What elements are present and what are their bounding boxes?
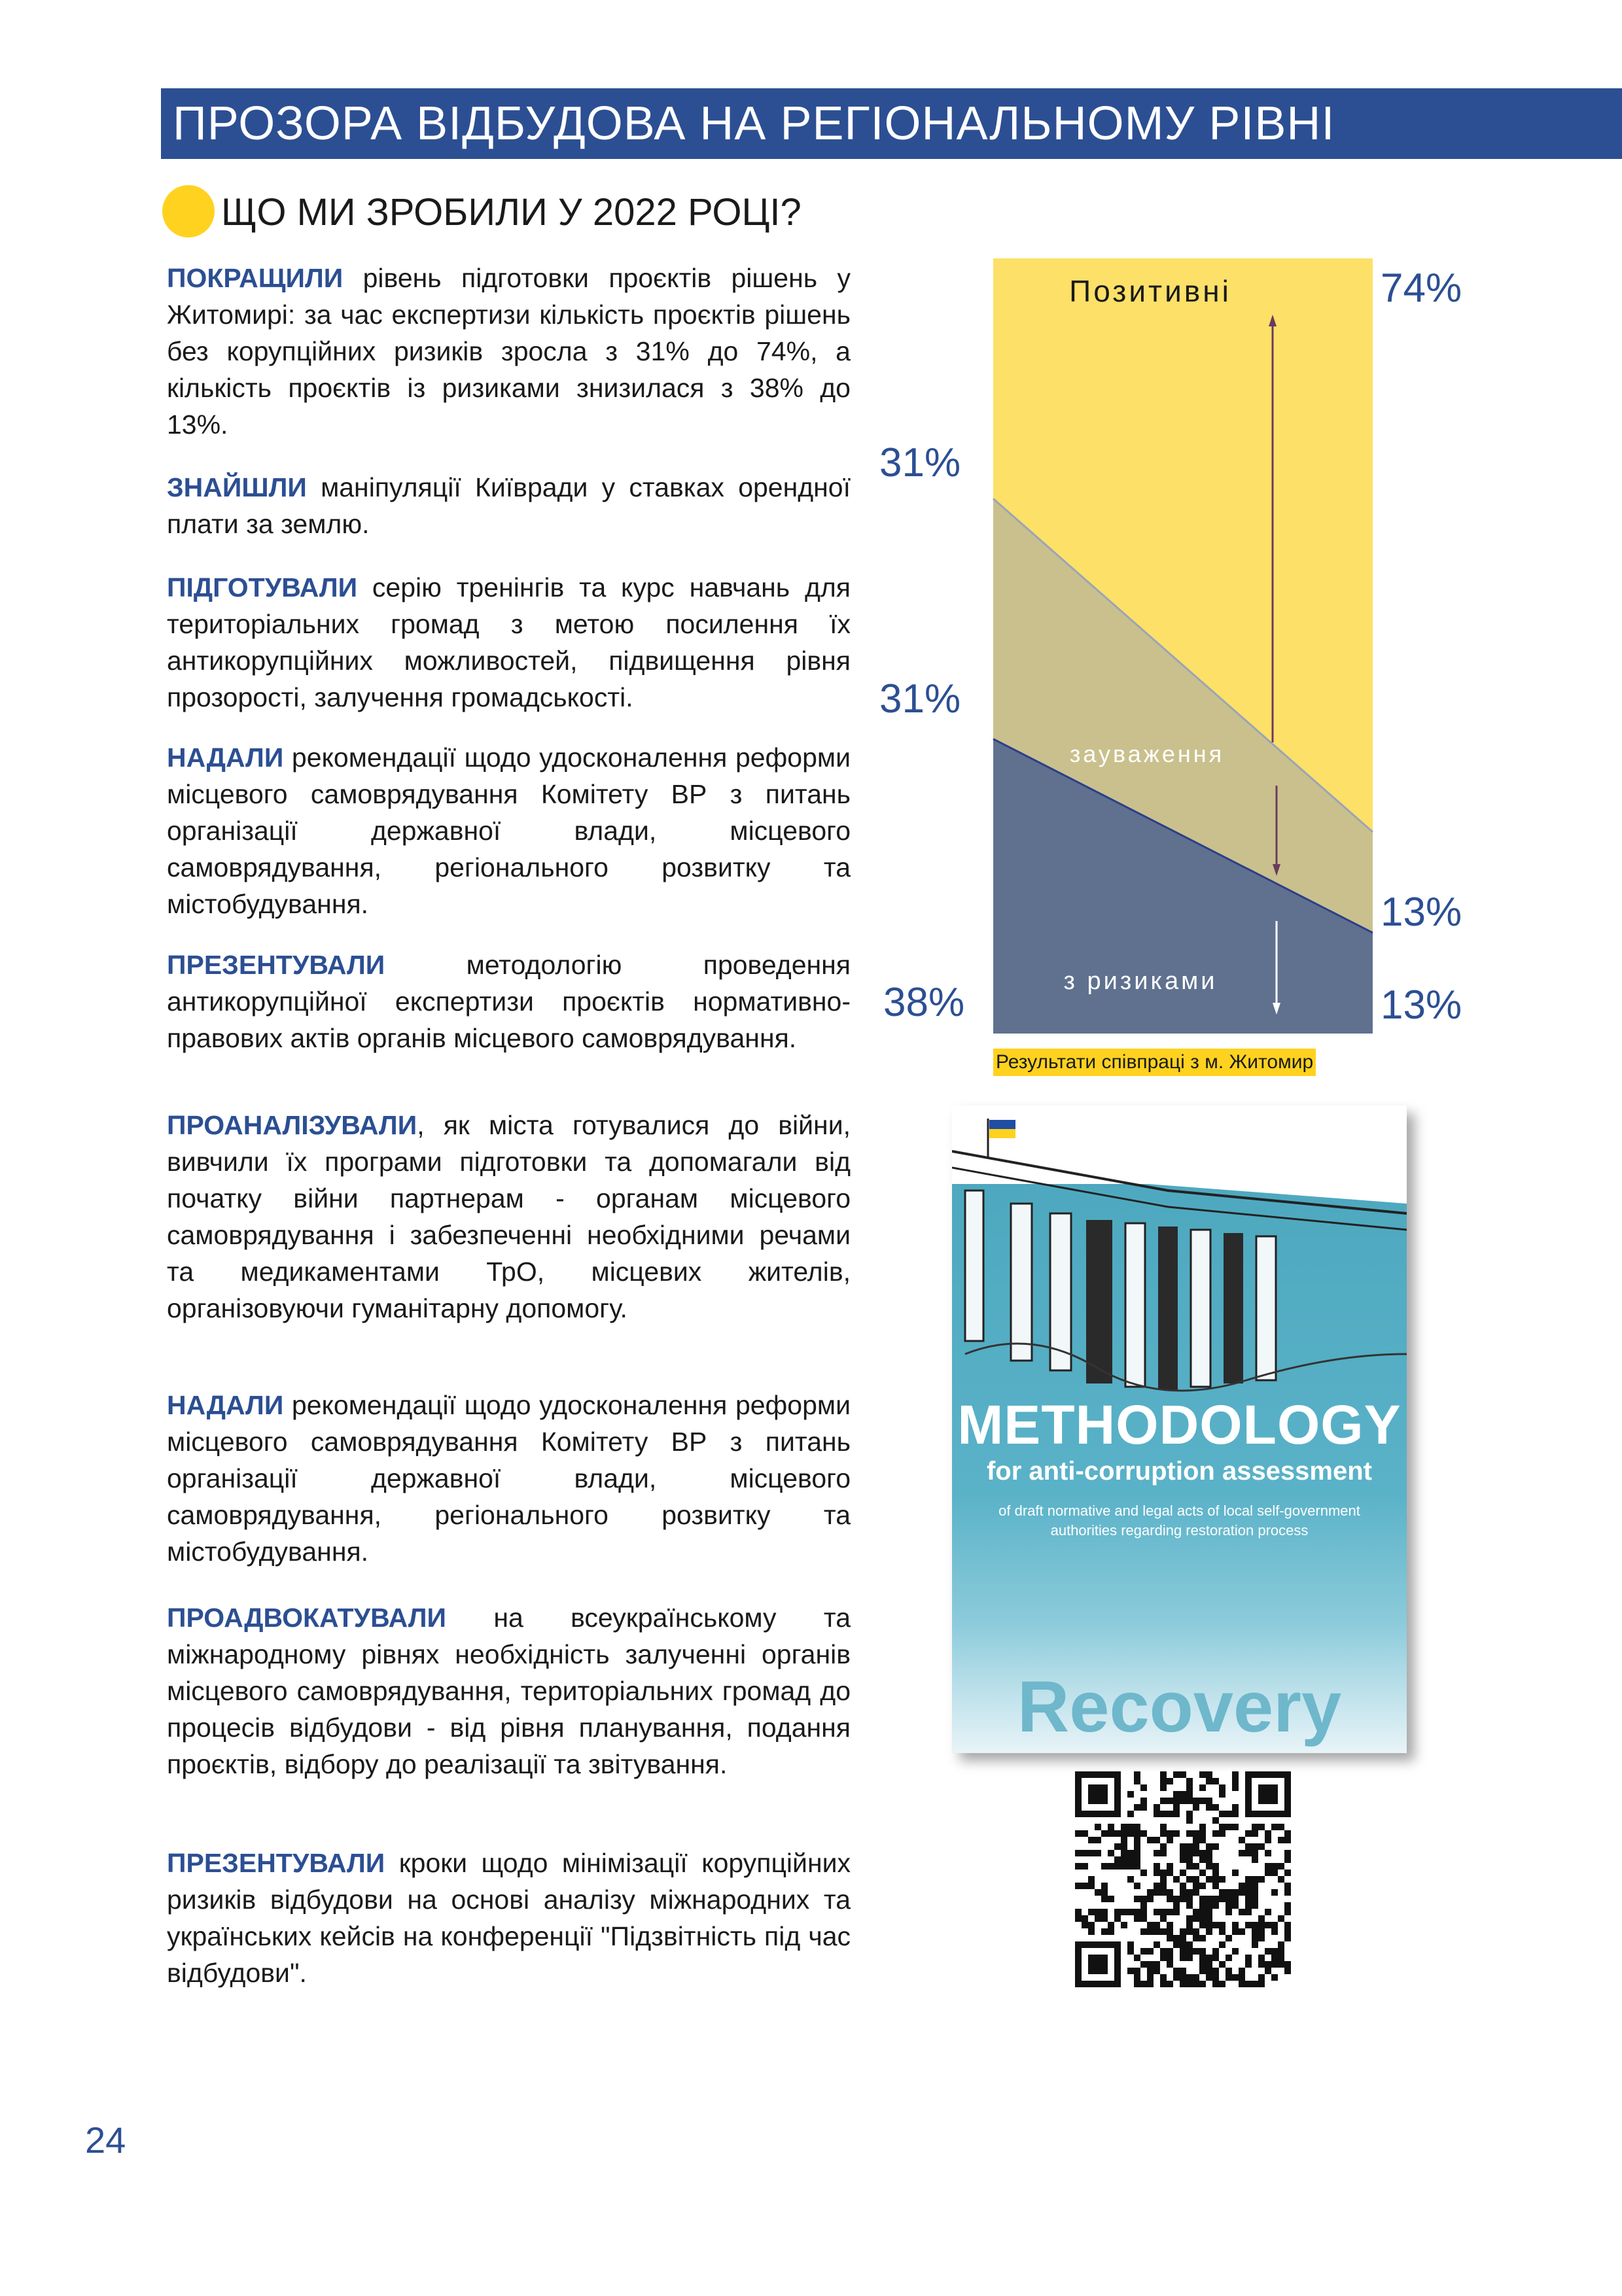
paragraph-5 [167, 947, 851, 1056]
chart-caption: Результати співпраці з м. Житомир [993, 1049, 1316, 1076]
paragraph-lead: ПОКРАЩИЛИ [167, 263, 344, 293]
yellow-bullet-icon [162, 185, 215, 237]
paragraph-1 [167, 260, 851, 443]
paragraph-text: серію тренінгів та курс навчань для територіальних громад з метою посилення їх антикорупційних можливостей, підвищення рівня прозорості, залучення громадськості. [167, 572, 851, 712]
book-title: METHODOLOGY [957, 1394, 1402, 1455]
book-subtitle: for anti-corruption assessment [986, 1457, 1372, 1486]
paragraph-lead: ПРЕЗЕНТУВАЛИ [167, 1848, 385, 1878]
paragraph-lead: НАДАЛИ [167, 742, 284, 773]
results-chart-svg [851, 258, 1505, 1096]
paragraph-text: на всеукраїнському та міжнародному рівнях необхідність залученні органів місцевого самоврядування, територіальних громад до процесів відбудови - від рівня планування, подання проєктів, відбору до реалізації та звітування. [167, 1603, 851, 1779]
paragraph-lead: ПРЕЗЕНТУВАЛИ [167, 950, 385, 980]
paragraph-lead: НАДАЛИ [167, 1390, 284, 1420]
book-description: of draft normative and legal acts of local self-government authorities regarding restoration process [998, 1503, 1360, 1539]
value-label-risks-start: 38% [883, 980, 965, 1025]
paragraph-3 [167, 569, 851, 716]
paragraph-4 [167, 739, 851, 922]
methodology-book-cover [952, 1105, 1407, 1753]
paragraph-7 [167, 1387, 851, 1570]
paragraph-text: методологію проведення антикорупційної експертизи проєктів нормативно-правових актів органів місцевого самоврядування. [167, 950, 851, 1053]
series-label-risks: з ризиками [1063, 967, 1218, 995]
paragraph-lead: ПІДГОТУВАЛИ [167, 572, 358, 602]
paragraph-lead: ЗНАЙШЛИ [167, 472, 307, 502]
results-chart [851, 258, 1505, 1096]
paragraph-text: рівень підготовки проєктів рішень у Житомирі: за час експертизи кількість проєктів рішень без корупційних ризиків зросла з 31% до 74%, а кількість проєктів із ризиками знизилася з 38% до 13%. [167, 263, 851, 440]
paragraph-lead: ПРОАДВОКАТУВАЛИ [167, 1603, 447, 1633]
paragraph-lead: ПРОАНАЛІЗУВАЛИ [167, 1110, 417, 1140]
qr-code-icon[interactable] [1075, 1771, 1291, 1987]
book-footer-word: Recovery [1017, 1667, 1342, 1747]
paragraph-text: , як міста готувалися до війни, вивчили їх програми підготовки та допомагали від початку війни партнерам - органам місцевого самоврядування і забезпеченні необхідними речами та медикаментами ТрО, місцевих жителів, організовуючи гуманітарну допомогу. [167, 1110, 851, 1323]
paragraph-text: рекомендації щодо удосконалення реформи місцевого самоврядування Комітету ВР з питань організації державної влади, місцевого самоврядування, регіонального розвитку та містобудування. [167, 742, 851, 919]
paragraph-2 [167, 469, 851, 542]
value-label-remarks-end: 13% [1381, 890, 1462, 935]
paragraph-text: кроки щодо мінімізації корупційних ризиків відбудови на основі аналізу міжнародних та українських кейсів на конференції "Підзвітність під час відбудови". [167, 1848, 851, 1988]
paragraph-6 [167, 1107, 851, 1327]
value-label-positive-start: 31% [879, 440, 961, 485]
series-label-remarks: зауваження [1069, 740, 1225, 767]
series-label-positive: Позитивні [1069, 274, 1231, 308]
page-header-title: ПРОЗОРА ВІДБУДОВА НА РЕГІОНАЛЬНОМУ РІВНІ [173, 97, 1335, 150]
section-title: ЩО МИ ЗРОБИЛИ У 2022 РОЦІ? [221, 191, 802, 234]
value-label-remarks-start: 31% [879, 676, 961, 722]
page-header-banner [161, 88, 1622, 159]
paragraph-text: рекомендації щодо удосконалення реформи місцевого самоврядування Комітету ВР з питань організації державної влади, місцевого самоврядування, регіонального розвитку та містобудування. [167, 1390, 851, 1567]
paragraph-text: маніпуляції Київради у ставках орендної плати за землю. [167, 472, 851, 539]
paragraph-8 [167, 1599, 851, 1783]
page-number: 24 [85, 2119, 126, 2161]
value-label-risks-end: 13% [1381, 983, 1462, 1028]
value-label-positive-end: 74% [1381, 266, 1462, 311]
paragraph-9 [167, 1845, 851, 1991]
